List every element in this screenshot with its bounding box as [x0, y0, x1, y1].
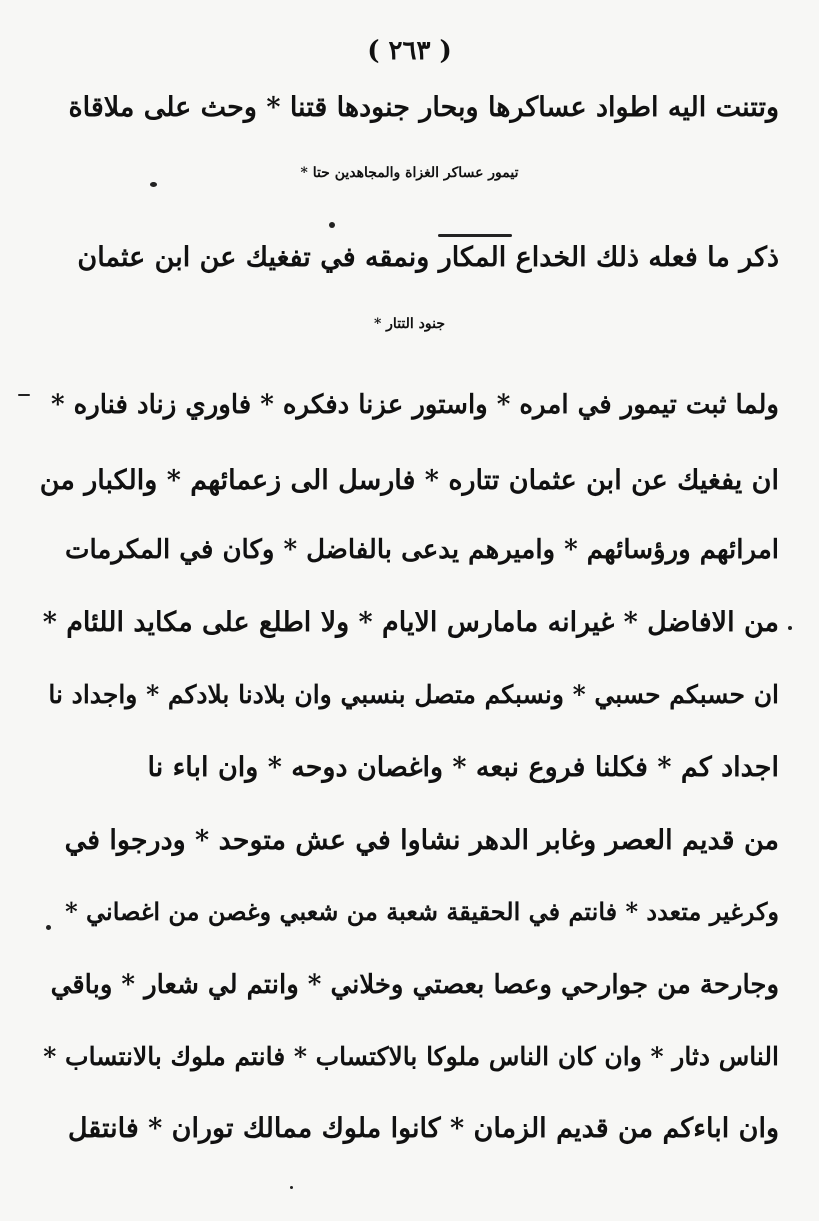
text-line-6: ان يفغيك عن ابن عثمان تتاره * فارسل الى زعمائهم * والكبار من [39, 465, 779, 496]
text-line-15: وان اباءكم من قديم الزمان * كانوا ملوك ممالك توران * فانتقل [67, 1113, 779, 1144]
section-heading-continued: جنود التتار * [373, 316, 446, 332]
text-line-12: وكرغير متعدد * فانتم في الحقيقة شعبة من شعبي وغصن من اغصاني * [65, 897, 779, 926]
ink-speck [788, 626, 792, 630]
page-number: ( ٢٦٣ ) [367, 36, 452, 66]
text-line-8: من الافاضل * غيرانه مامارس الايام * ولا اطلع على مكايد اللئام * [42, 607, 779, 638]
text-line-13: وجارحة من جوارحي وعصا بعصتي وخلاني * وانتم لي شعار * وباقي [50, 970, 779, 1000]
text-line-5: ولما ثبت تيمور في امره * واستور عزنا دفكره * فاوري زناد فناره * [50, 390, 779, 420]
text-line-14: الناس دثار * وان كان الناس ملوكا بالاكتساب * فانتم ملوك بالانتساب * [43, 1042, 779, 1071]
section-heading-rule [438, 234, 512, 237]
text-line-11: من قديم العصر وغابر الدهر نشاوا في عش متوحد * ودرجوا في [64, 825, 779, 856]
section-heading: ذكر ما فعله ذلك الخداع المكار ونمقه في تفغيك عن ابن عثمان [77, 242, 779, 273]
ink-speck [18, 394, 30, 396]
ink-speck [290, 1186, 293, 1189]
text-line-10: اجداد كم * فكلنا فروع نبعه * واغصان دوحه * وان اباء نا [147, 752, 779, 783]
text-line-7: امرائهم ورؤسائهم * واميرهم يدعى بالفاضل * وكان في المكرمات [65, 535, 779, 565]
ink-speck [46, 925, 51, 930]
text-line-9: ان حسبكم حسبي * ونسبكم متصل بنسبي وان بلادنا بلادكم * واجداد نا [48, 680, 779, 709]
text-line-2: تيمور عساكر الغزاة والمجاهدين حتا * [300, 165, 519, 181]
ink-speck [329, 222, 335, 228]
ink-speck [150, 182, 157, 187]
text-line-1: وتتنت اليه اطواد عساكرها وبحار جنودها قتنا * وحث على ملاقاة [68, 92, 779, 123]
